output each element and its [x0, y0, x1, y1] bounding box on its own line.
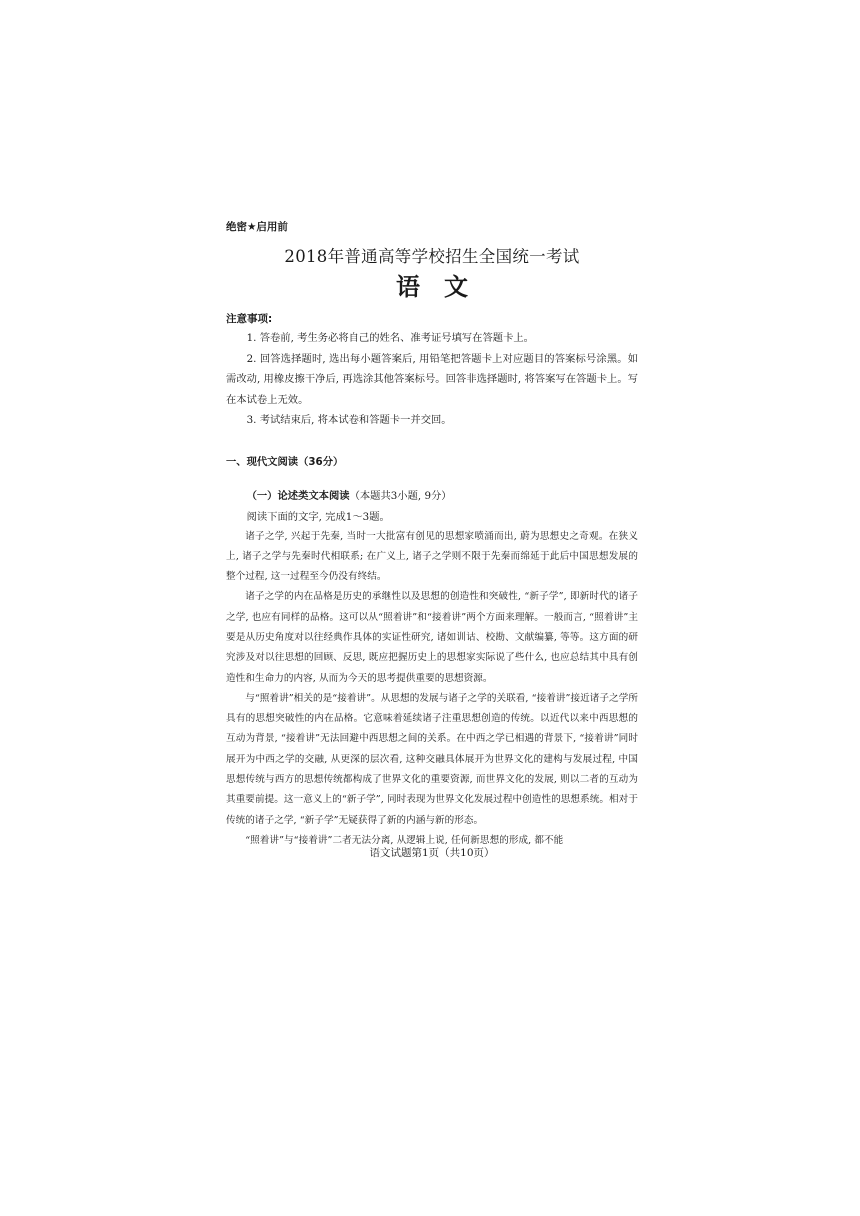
notice-title: 注意事项: — [226, 313, 273, 325]
sub-section-name: （一）论述类文本阅读 — [246, 489, 350, 502]
sub-section-score: （本题共3小题, 9分） — [349, 489, 452, 502]
reading-passage — [226, 527, 638, 852]
notice-item-1: 1. 答卷前, 考生务必将自己的姓名、准考证号填写在答题卡上。 — [246, 332, 534, 344]
secret-mark: 绝密★启用前 — [226, 221, 288, 233]
reading-instruction: 阅读下面的文字, 完成1～3题。 — [246, 510, 390, 523]
notice-item-2: 2. 回答选择题时, 选出每小题答案后, 用铅笔把答题卡上对应题目的答案标号涂黑。如需改动, 用橡皮擦干净后, 再选涂其他答案标号。回答非选择题时, 将答案写在答题卡上。写在本试卷上无效。 — [226, 352, 638, 406]
notice-item-3: 3. 考试结束后, 将本试卷和答题卡一并交回。 — [246, 414, 452, 426]
passage-paragraph-3: 与“照着讲”相关的是“接着讲”。从思想的发展与诸子之学的关联看, “接着讲”接近诸子之学所具有的思想突破性的内在品格。它意味着延续诸子注重思想创造的传统。以近代以来中西思想的互动为背景, “接着讲”无法回避中西思想之间的关系。在中西之学已相遇的背景下, “接着讲”同时展开为中西之学的交融, 从更深的层次看, 这种交融具体展开为世界文化的建构与发展过程, 中国思想传统与西方的思想传统都构成了世界文化的重要资源, 而世界文化的发展, 则以二者的互动为其重要前提。这一意义上的“新子学”, 同时表现为世界文化发展过程中创造性的思想系统。相对于传统的诸子之学, “新子学”无疑获得了新的内涵与新的形态。 — [226, 692, 638, 826]
exam-page — [226, 216, 638, 851]
notice-list — [226, 328, 638, 431]
passage-paragraph-4: “照着讲”与“接着讲”二者无法分离, 从逻辑上说, 任何新思想的形成, 都不能 — [245, 834, 564, 846]
section-title: 一、现代文阅读（36分） — [226, 455, 344, 468]
page-footer: 语文试题第1页（共10页） — [369, 847, 495, 859]
passage-paragraph-2: 诸子之学的内在品格是历史的承继性以及思想的创造性和突破性, “新子学”, 即新时代的诸子之学, 也应有同样的品格。这可以从“照着讲”和“接着讲”两个方面来理解。一般而言, “照着讲”主要是从历史角度对以往经典作具体的实证性研究, 诸如训诂、校勘、文献编纂, 等等。这方面的研究涉及对以往思想的回顾、反思, 既应把握历史上的思想家实际说了些什么, 也应总结其中具有创造性和生命力的内容, 从而为今天的思考提供重要的思想资源。 — [226, 591, 638, 684]
passage-paragraph-1: 诸子之学, 兴起于先秦, 当时一大批富有创见的思想家喷涌而出, 蔚为思想史之奇观。在狭义上, 诸子之学与先秦时代相联系; 在广义上, 诸子之学则不限于先秦而绵延于此后中国思想发展的整个过程, 这一过程至今仍没有终结。 — [226, 530, 638, 583]
exam-title: 2018年普通高等学校招生全国统一考试 — [284, 247, 580, 266]
subject-title: 语文 — [396, 272, 492, 301]
sub-section-title — [226, 489, 638, 503]
